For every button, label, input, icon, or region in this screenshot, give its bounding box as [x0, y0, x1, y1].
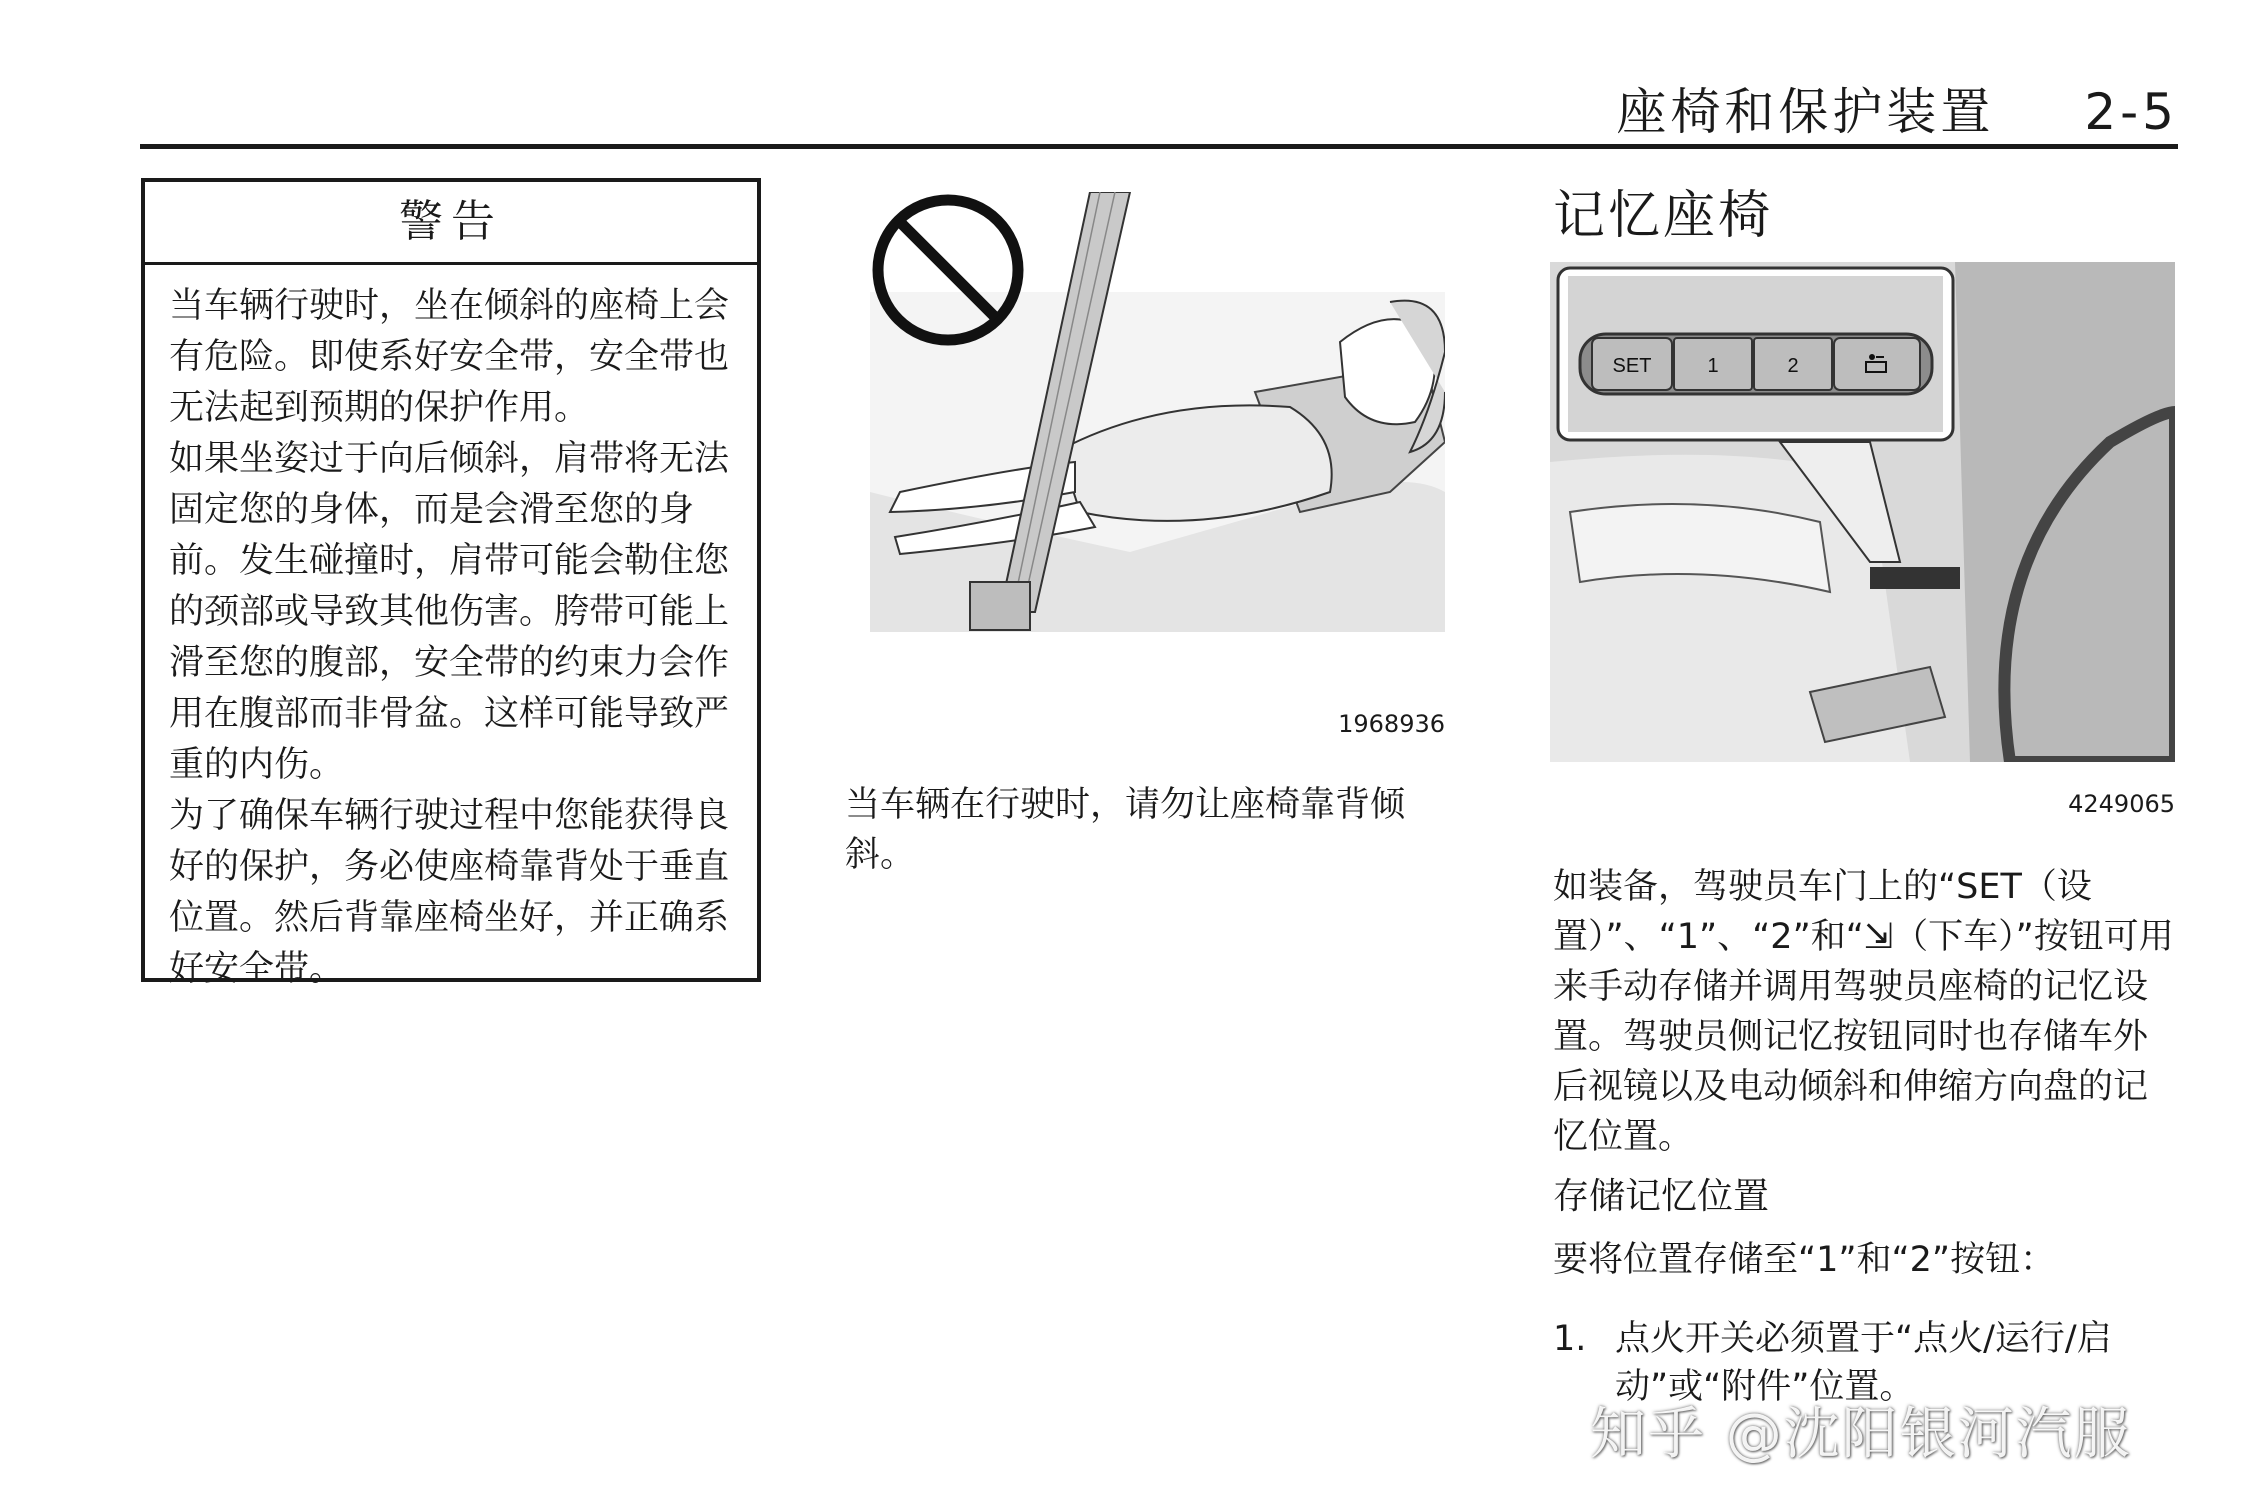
- figure-caption: 当车辆在行驶时，请勿让座椅靠背倾斜。: [845, 785, 1406, 875]
- figure-id: 4249065: [2068, 790, 2175, 818]
- door-memory-buttons-illustration: [1550, 262, 2175, 762]
- instruction-text: 要将位置存储至“1”和“2”按钮：: [1553, 1240, 2056, 1280]
- set-button-label: SET: [1612, 355, 1652, 377]
- warning-paragraph: 如果坐姿过于向后倾斜，肩带将无法固定您的身体，而是会滑至您的身前。发生碰撞时，肩带可能会勒住您的颈部或导致其他伤害。胯带可能上滑至您的腹部，安全带的约束力会作用在腹部而非骨盆。这样可能导致严重的内伤。: [169, 439, 730, 785]
- list-item-text: 点火开关必须置于“点火/运行/启动”或“附件”位置。: [1615, 1319, 2112, 1407]
- warning-box: [141, 178, 761, 989]
- warning-paragraph: 为了确保车辆行驶过程中您能获得良好的保护，务必使座椅靠背处于垂直位置。然后背靠座椅坐好，并正确系好安全带。: [169, 796, 730, 989]
- reclined-seat-illustration: [870, 192, 1445, 650]
- list-item-number: 1.: [1553, 1319, 1587, 1359]
- memory-seat-intro: 如装备，驾驶员车门上的“SET（设置）”、“1”、“2”和“⇲（下车）”按钮可用来手动存储并调用驾驶员座椅的记忆设置。驾驶员侧记忆按钮同时也存储车外后视镜以及电动倾斜和伸缩方向盘的记忆位置。: [1553, 867, 2174, 1157]
- page-header: [1616, 72, 2178, 144]
- watermark: 知乎 @沈阳银河汽服: [1590, 1402, 2132, 1467]
- memory-1-button-label: 1: [1707, 355, 1719, 377]
- section-heading: 记忆座椅: [1553, 186, 1774, 246]
- figure-id: 1968936: [1338, 710, 1445, 738]
- header-rule: [140, 144, 2178, 149]
- warning-title: 警告: [145, 182, 757, 265]
- warning-body: [145, 265, 757, 995]
- section-title: 座椅和保护装置: [1616, 83, 1995, 141]
- warning-paragraph: 当车辆行驶时，坐在倾斜的座椅上会有危险。即使系好安全带，安全带也无法起到预期的保护作用。: [169, 286, 730, 428]
- subheading: 存储记忆位置: [1553, 1176, 1770, 1217]
- page-number: 2-5: [2084, 83, 2178, 141]
- memory-2-button-label: 2: [1787, 355, 1799, 377]
